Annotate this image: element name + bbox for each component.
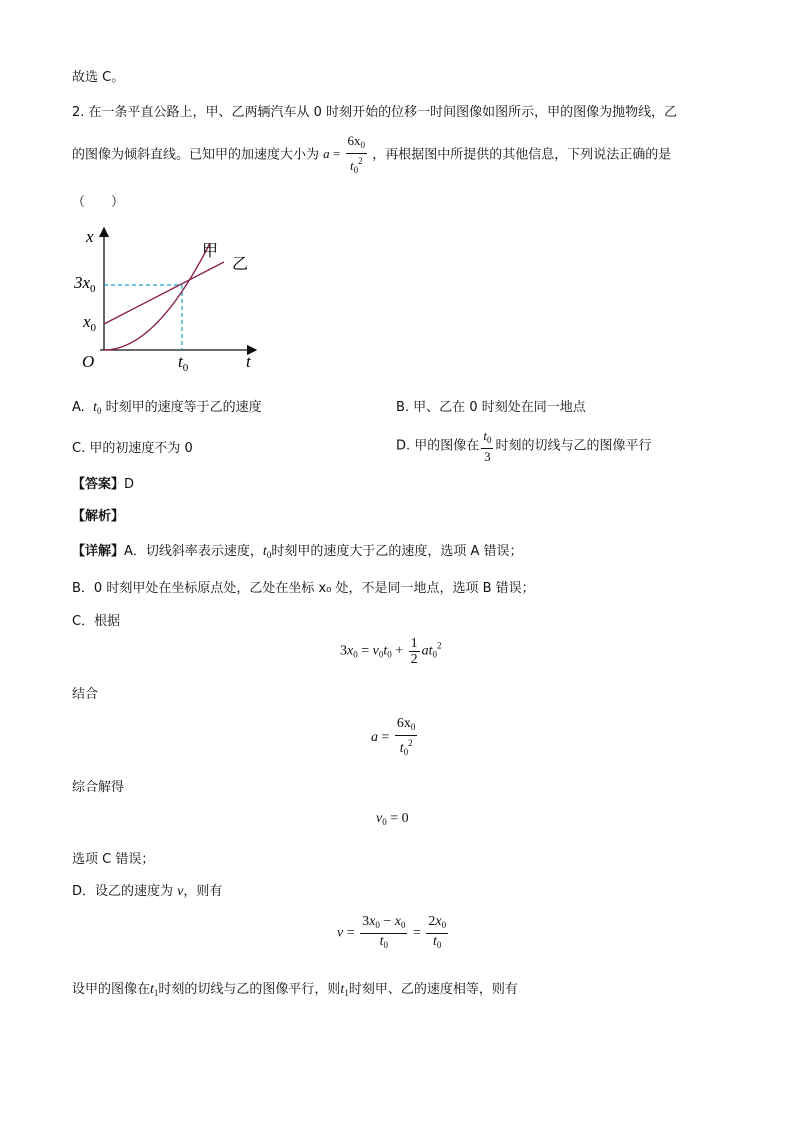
xt-graph — [74, 222, 274, 378]
t-axis-label: t — [246, 352, 251, 371]
option-b: B. 甲、乙在 0 时刻处在同一地点 — [396, 400, 586, 415]
label-3x0: $3x_0$ — [74, 273, 96, 295]
question-text-1: 在一条平直公路上，甲、乙两辆汽车从 0 时刻开始的位移一时间图像如图所示，甲的图像为抛物线，乙 — [88, 105, 678, 120]
detail-c-wrong: 选项 C 错误； — [72, 852, 155, 867]
detail-last: 设甲的图像在$t_1$时刻的切线与乙的图像平行，则$t_1$时刻甲、乙的速度相等，则有 — [72, 982, 518, 998]
origin-label: O — [82, 352, 95, 371]
question-paren: （ ） — [72, 195, 125, 210]
question-text-2b: ，再根据图中所提供的其他信息，下列说法正确的是 — [372, 147, 672, 163]
answer-value: D — [124, 477, 135, 492]
detail-solve: 综合解得 — [72, 780, 125, 795]
answer-line — [72, 473, 134, 492]
intro-line: 故选 C。 — [72, 70, 125, 85]
detail-b: B．0 时刻甲处在坐标原点处，乙处在坐标 x₀ 处，不是同一地点，选项 B 错误； — [72, 581, 535, 596]
equation-accel: a = $\frac{6x_0}{t_0^2}$ — [371, 716, 416, 757]
option-a: A. $t_0$ 时刻甲的速度等于乙的速度 — [72, 400, 262, 416]
equation-displacement: $3x_0 = v_0t_0$ + $\frac{1}{2}$ $at_0^2$ — [340, 636, 442, 667]
analysis-label: 【解析】 — [72, 509, 125, 524]
option-d: D. 甲的图像在 $\frac{t_0}{3}$ 时刻的切线与乙的图像平行 — [396, 428, 652, 464]
question-text-2a: 的图像为倾斜直线。已知甲的加速度大小为 — [72, 147, 320, 163]
equation-v: v = $\frac{3x_0 - x_0}{t_0}$ = $\frac{2x_0}{t_0}$ — [337, 914, 447, 950]
accel-formula: a = $\frac{6x_0}{t_0^2}$ — [323, 133, 365, 175]
equation-v0: $v_0 = 0$ — [376, 811, 409, 827]
label-t0: $t_0$ — [178, 352, 189, 374]
detail-combine: 结合 — [72, 687, 99, 702]
detail-d: D．设乙的速度为 v，则有 — [72, 884, 223, 899]
line-yi-label: 乙 — [232, 256, 249, 273]
label-x0: $x_0$ — [83, 312, 97, 334]
curve-jia-label: 甲 — [202, 243, 219, 260]
question-line-2 — [72, 133, 671, 178]
option-c: C. 甲的初速度不为 0 — [72, 441, 193, 456]
detail-c-intro: C．根据 — [72, 614, 121, 629]
x-axis-label: x — [86, 227, 94, 246]
answer-label: 【答案】 — [72, 477, 125, 492]
question-number: 2. — [72, 105, 85, 120]
detail-a: 【详解】A．切线斜率表示速度，$t_0$时刻甲的速度大于乙的速度，选项 A 错误； — [72, 544, 523, 560]
question-line-1 — [72, 101, 677, 120]
